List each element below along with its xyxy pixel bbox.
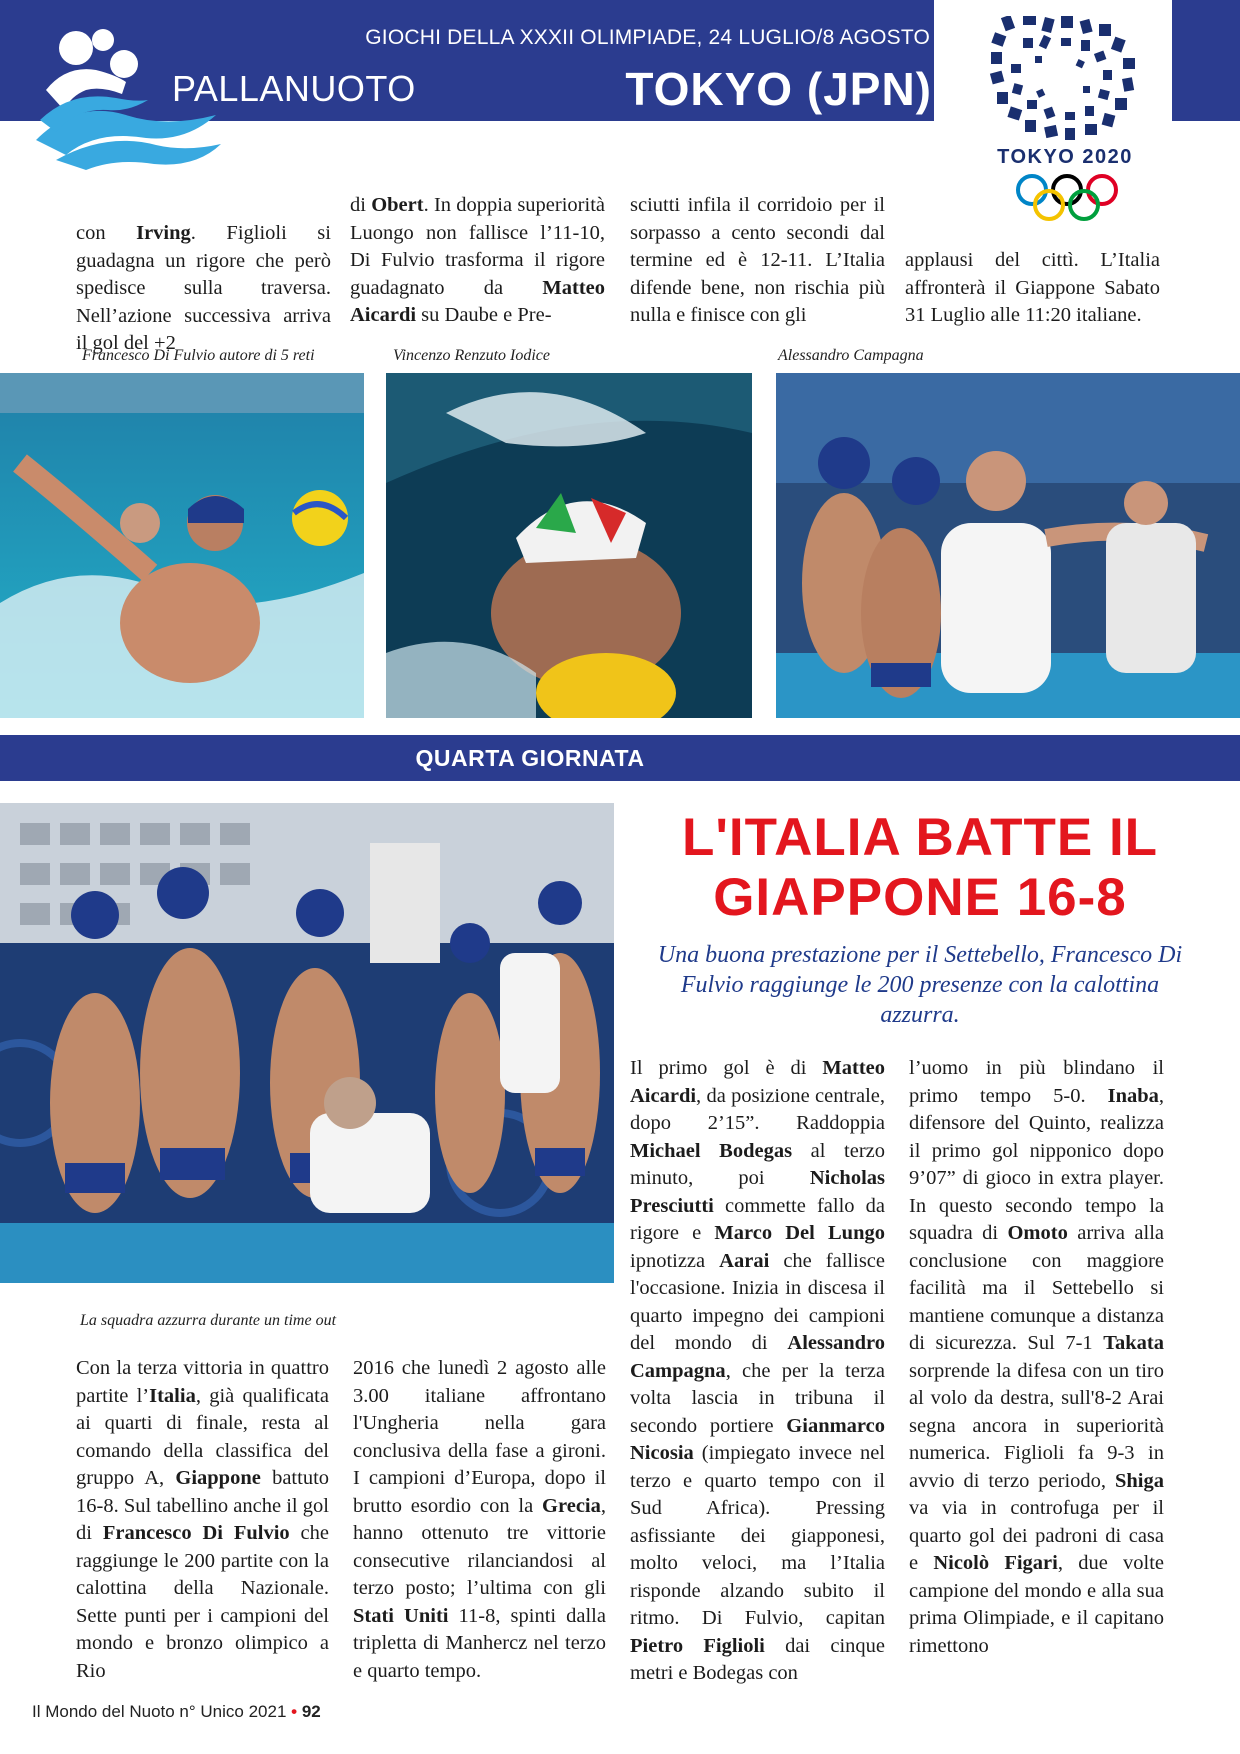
bold-name: Francesco Di Fulvio: [102, 1522, 290, 1544]
bold-name: Nicolò Figari: [933, 1552, 1058, 1574]
tokyo-2020-text: TOKYO 2020: [997, 146, 1133, 168]
bold-name: Obert: [371, 194, 424, 216]
bold-name: Shiga: [1115, 1469, 1164, 1492]
bold-name: Nicholas Presciutti: [630, 1167, 885, 1217]
bold-name: Alessandro Campagna: [630, 1332, 885, 1382]
bold-name: Matteo Aicardi: [630, 1057, 885, 1107]
caption-photo-2: Vincenzo Renzuto Iodice: [393, 347, 550, 364]
caption-photo-1: Francesco Di Fulvio autore di 5 reti: [82, 347, 315, 364]
photo-di-fulvio: [0, 373, 364, 718]
bold-name: Grecia: [542, 1494, 601, 1517]
bold-name: Giappone: [175, 1467, 261, 1489]
footer-magazine: Il Mondo del Nuoto n° Unico 2021: [32, 1702, 287, 1721]
bold-name: Aarai: [719, 1249, 770, 1272]
bold-name: Takata: [1103, 1332, 1164, 1354]
footer-page-number: 92: [301, 1702, 321, 1721]
top-column-1: con Irving. Figlioli si guadagna un rigore che però spedisce sulla traversa. Nell’azione successiva arriva il gol del +2: [76, 222, 331, 354]
top-column-2: di Obert. In doppia superiorità Luongo non fallisce l’11-10, Di Fulvio trasforma il rigore guadagnato da Matteo Aicardi su Daube e Pre-: [350, 194, 605, 326]
bold-name: Pietro Figlioli: [630, 1634, 765, 1657]
bold-name: Inaba: [1107, 1084, 1159, 1107]
header-bar-right: [1172, 0, 1240, 121]
top-column-3: sciutti infila il corridoio per il sorpasso a cento secondi dal termine ed è 12-11. L’Italia difende bene, non rischia più nulla e finisce con gli: [630, 194, 885, 326]
photo-renzuto-iodice: [386, 373, 752, 718]
article-column-3: Il primo gol è di Matteo Aicardi, da posizione centrale, dopo 2’15”. Raddoppia Michael Bodegas al terzo minuto, poi Nicholas Presciutti commette fallo da rigore e Marco Del Lungo ipnotizza Aarai che fallisce l'occasione. Inizia in discesa il quarto impegno dei campioni del mondo di Alessandro Campagna, che per la terza volta lascia in tribuna il secondo portiere Gianmarco Nicosia (impiegato invece nel terzo e quarto tempo con il Sud Africa). Pressing asfissiante dei giapponesi, molto veloci, ma l’Italia risponde alzando subito il ritmo. Di Fulvio, capitan Pietro Figlioli dai cinque metri e Bodegas con: [630, 1057, 885, 1684]
bold-name: Matteo Aicardi: [350, 276, 605, 326]
footer-separator: •: [291, 1702, 298, 1721]
bold-name: Omoto: [1007, 1222, 1068, 1244]
tokyo-2020-emblem-icon: [985, 16, 1145, 146]
photo-campagna: [776, 373, 1240, 718]
top-column-4: applausi del cittì. L’Italia affronterà il Giappone Sabato 31 Luglio alle 11:20 italiane.: [905, 249, 1160, 326]
bold-name: Marco Del Lungo: [714, 1222, 885, 1244]
article-column-1: Con la terza vittoria in quattro partite l’Italia, già qualificata ai quarti di finale, resta al comando della classifica del gruppo A, Giappone battuto 16-8. Sul tabellino anche il gol di Francesco Di Fulvio che raggiunge le 200 partite con la calottina della Nazionale. Sette punti per i campioni del mondo e bronzo olimpico a Rio: [76, 1357, 330, 1682]
photo-team-timeout: [0, 803, 614, 1283]
bold-name: Gianmarco Nicosia: [630, 1414, 885, 1464]
article-column-2: 2016 che lunedì 2 agosto alle 3.00 italiane affrontano l'Ungheria nella gara conclusiva della fase a gironi. I campioni d’Europa, dopo il brutto esordio con la Grecia, hanno ottenuto tre vittorie consecutive rilanciandosi al terzo posto; l’ultima con gli Stati Uniti 11-8, spinti dalla tripletta di Manhercz nel terzo e quarto tempo.: [353, 1357, 606, 1682]
article-subhead: Una buona prestazione per il Settebello, Francesco Di Fulvio raggiunge le 200 presenze con la calottina azzurra.: [657, 942, 1183, 1028]
olympic-rings-icon: [1014, 172, 1120, 229]
banner-title: QUARTA GIORNATA: [415, 745, 645, 771]
bold-name: Stati Uniti: [353, 1604, 449, 1627]
section-title: PALLANUOTO: [172, 68, 416, 109]
page-footer: [32, 1702, 321, 1722]
city-title: TOKYO (JPN): [625, 63, 932, 115]
caption-team-photo: La squadra azzurra durante un time out: [80, 1312, 337, 1329]
bold-name: Michael Bodegas: [630, 1139, 793, 1162]
article-column-4: l’uomo in più blindano il primo tempo 5-0. Inaba, difensore del Quinto, realizza il primo gol nipponico dopo 9’07” di gioco in extra player. In questo secondo tempo la squadra di Omoto arriva alla conclusione con maggiore facilità ma il Settebello si mantiene comunque a distanza di sicurezza. Sul 7-1 Takata sorprende la difesa con un tiro al volo da destra, sull'8-2 Arai segna ancora in superiorità numerica. Figlioli fa 9-3 in avvio di terzo periodo, Shiga va via in controfuga per il quarto gol dei padroni di casa e Nicolò Figari, due volte campione del mondo e alla sua prima Olimpiade, e il capitano rimettono: [909, 1057, 1165, 1657]
bold-name: Italia: [149, 1384, 196, 1407]
header-subtitle: GIOCHI DELLA XXXII OLIMPIADE, 24 LUGLIO/8 AGOSTO: [365, 26, 930, 49]
caption-photo-3: Alessandro Campagna: [778, 347, 924, 364]
article-headline: L'ITALIA BATTE IL GIAPPONE 16-8: [681, 808, 1159, 927]
bold-name: Irving: [136, 222, 191, 244]
section-banner: [0, 735, 1240, 781]
